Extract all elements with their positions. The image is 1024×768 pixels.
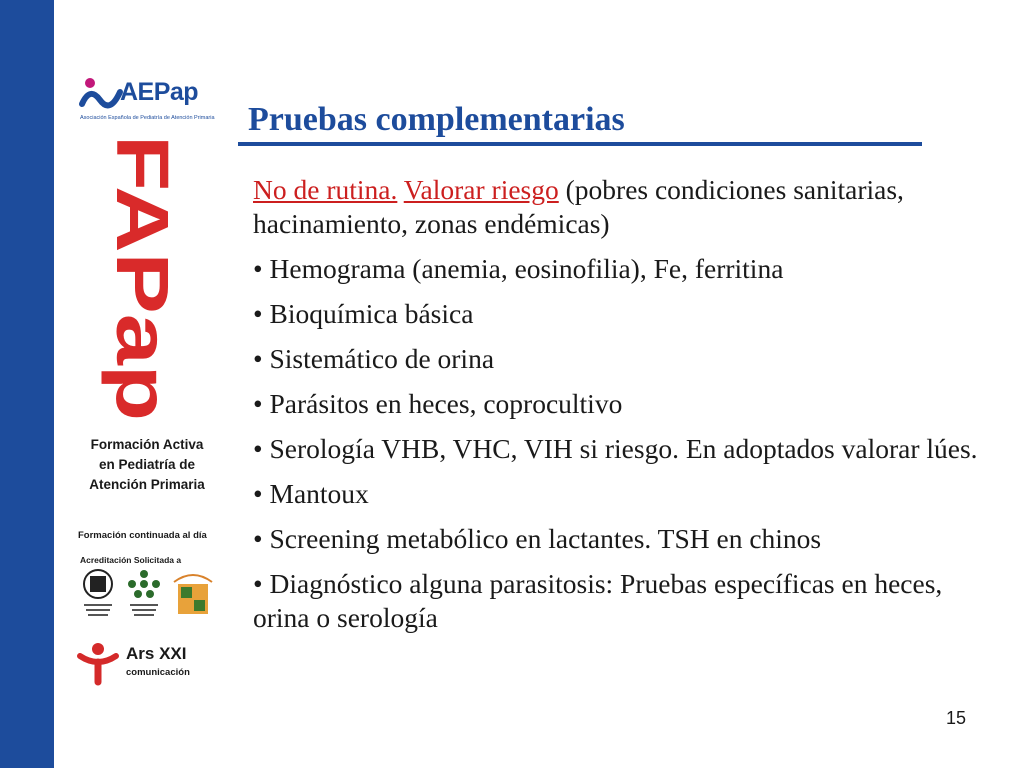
title-underline: [238, 142, 922, 146]
formacion-continuada-text: Formación continuada al día: [78, 530, 207, 541]
bullet-item: • Mantoux: [253, 478, 369, 509]
body-content: [253, 173, 993, 646]
atencion-primaria-seal-icon: [170, 568, 216, 620]
left-accent-bar: [0, 0, 54, 768]
bullet-item: • Parásitos en heces, coprocultivo: [253, 388, 623, 419]
slide-title: Pruebas complementarias: [248, 101, 625, 138]
ars-name: Ars XXI: [126, 644, 187, 663]
ars-person-icon: [78, 640, 118, 684]
page-number: 15: [945, 708, 966, 728]
formacion-activa-text: Formación Activa en Pediatría de Atención Primaria: [89, 437, 205, 492]
bullet-item: • Serología VHB, VHC, VIH si riesgo. En adoptados valorar lúes.: [253, 433, 978, 464]
aepap-name: AEPap: [120, 78, 199, 106]
accreditation-logos: [78, 568, 218, 622]
arsxxi-logo: [78, 640, 218, 686]
aepap-figure-icon: [80, 74, 122, 114]
bullet-item: • Bioquímica básica: [253, 298, 474, 329]
aepap-logo: [80, 74, 220, 124]
bullet-item: • Diagnóstico alguna parasitosis: Pruebas específicas en heces, orina o serología: [253, 568, 943, 633]
fapap-wordmark: [85, 133, 184, 423]
intro-details: (pobres condiciones sanitarias, hacinamiento, zonas endémicas): [253, 174, 904, 239]
fapap-wordmark-text: FAPap: [101, 135, 184, 366]
bullet-item: • Screening metabólico en lactantes. TSH en chinos: [253, 523, 822, 554]
bullet-item: • Sistemático de orina: [253, 343, 495, 374]
consell-catala-seal-icon: [124, 568, 164, 620]
bullet-item: • Hemograma (anemia, eosinofilia), Fe, ferritina: [253, 253, 784, 284]
ars-subtitle: comunicación: [126, 667, 190, 678]
cfc-seal-icon: [78, 568, 118, 620]
acreditacion-text: Acreditación Solicitada a: [80, 555, 182, 565]
aepap-subtitle: Asociación Española de Pediatría de Atención Primaria: [80, 115, 215, 121]
no-rutina-text: No de rutina.: [253, 174, 398, 205]
intro-paragraph: [253, 173, 993, 241]
valorar-riesgo-text: Valorar riesgo: [403, 174, 559, 205]
